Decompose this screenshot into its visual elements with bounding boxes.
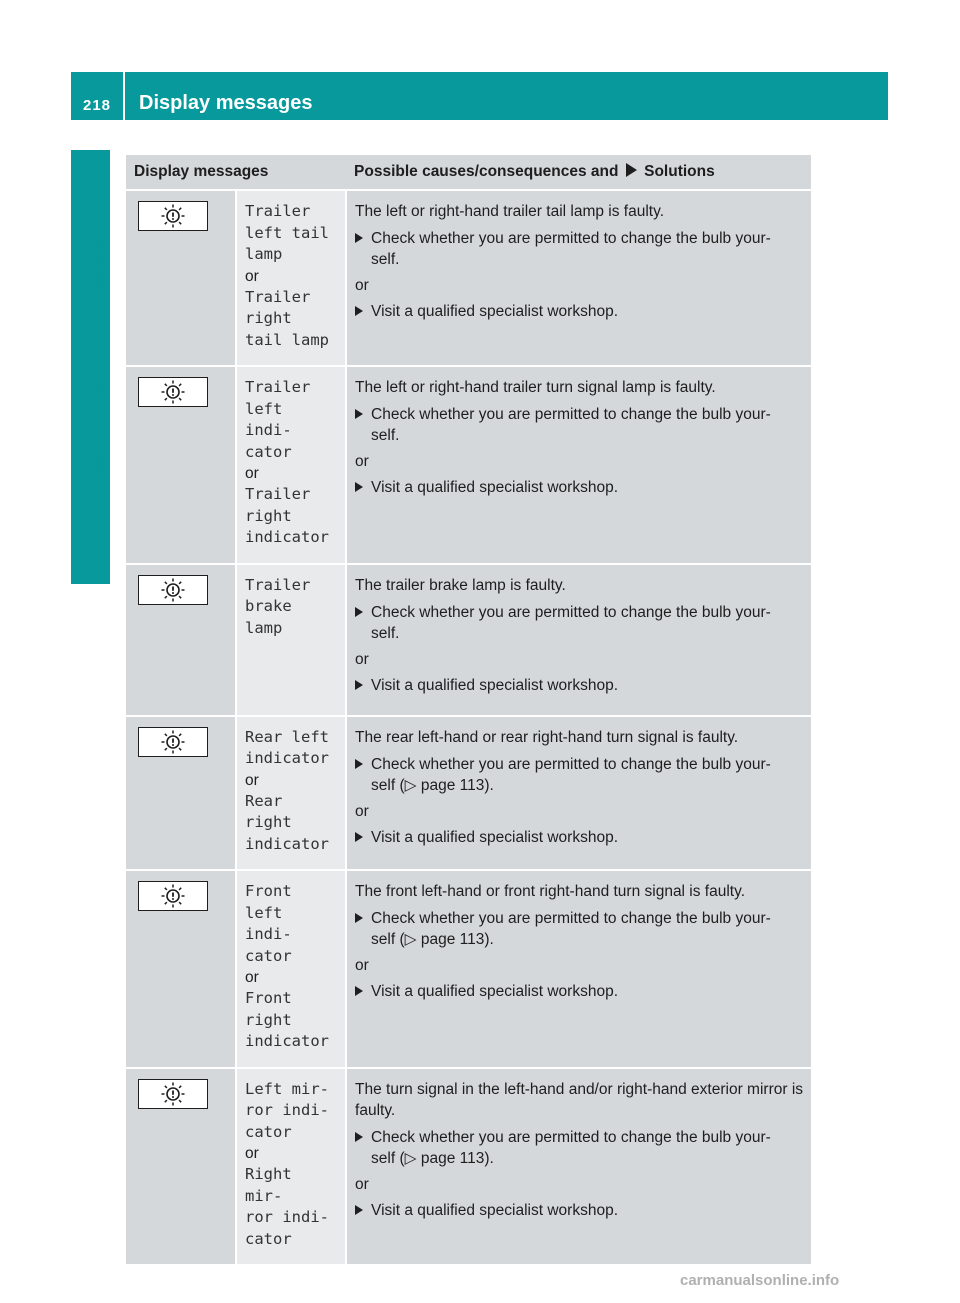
solution-step: [355, 477, 803, 498]
message-line: Trailer: [245, 575, 311, 594]
cause-text: The trailer brake lamp is faulty.: [355, 576, 566, 594]
step-text-continued: self (▷ page 113).: [371, 1149, 494, 1167]
col-header-display-messages: Display messages: [126, 155, 346, 190]
step-text-continued: self (▷ page 113).: [371, 931, 494, 948]
step-text: Check whether you are permitted to change the bulb your-: [371, 406, 771, 423]
message-line: Rear left: [245, 727, 329, 746]
message-line: left indi-: [245, 903, 292, 943]
message-line: right: [245, 309, 292, 327]
message-cell: [236, 190, 346, 366]
solution-step: [355, 602, 803, 644]
table-row: [126, 716, 811, 871]
message-or-text: or: [245, 465, 259, 482]
arrow-right-icon: [355, 607, 363, 617]
bulb-warning-glyph: [160, 577, 186, 603]
step-text-continued: self (▷ page 113).: [371, 776, 494, 794]
icon-cell: [126, 1068, 236, 1266]
or-text: or: [355, 802, 369, 820]
message-line: Trailer: [245, 485, 311, 503]
side-tab-label: On-board computer and displays: [87, 218, 109, 532]
solution-step: [355, 754, 803, 796]
bulb-warning-glyph: [160, 729, 186, 755]
or-text: or: [355, 277, 369, 294]
cause-text: The left or right-hand trailer tail lamp is faulty.: [355, 203, 664, 220]
step-text: Visit a qualified specialist workshop.: [371, 676, 618, 694]
message-line: left indi-: [245, 399, 292, 439]
step-text: Check whether you are permitted to change the bulb your-: [371, 230, 771, 247]
col-header-causes-text: Possible causes/consequences and: [354, 163, 619, 180]
cause-text: The rear left-hand or rear right-hand turn signal is faulty.: [355, 728, 739, 746]
arrow-right-icon: [355, 1205, 363, 1215]
bulb-warning-icon: [138, 881, 208, 911]
message-line: brake lamp: [245, 597, 292, 637]
icon-cell: [126, 564, 236, 716]
message-line: cator: [245, 1229, 292, 1248]
or-text: or: [355, 650, 369, 668]
bulb-warning-glyph: [160, 203, 186, 229]
arrow-right-icon: [355, 306, 363, 316]
bulb-warning-glyph: [160, 883, 186, 909]
page-number: 218: [71, 72, 125, 120]
arrow-right-icon: [355, 409, 363, 419]
solution-step: [355, 675, 803, 696]
message-line: indicator: [245, 834, 329, 853]
message-line: right: [245, 1010, 292, 1029]
table-row: [126, 190, 811, 366]
bulb-warning-icon: [138, 201, 208, 231]
message-line: Left mir-: [245, 1079, 329, 1098]
arrow-right-icon: [626, 163, 637, 177]
message-cell: [236, 870, 346, 1068]
solution-cell: [346, 1068, 811, 1266]
display-messages-table: [126, 155, 811, 1266]
message-line: Front: [245, 882, 292, 900]
arrow-right-icon: [355, 832, 363, 842]
solution-cell: [346, 716, 811, 871]
side-label-wrap: [84, 170, 114, 532]
page-header: [71, 72, 888, 120]
step-text: Visit a qualified specialist workshop.: [371, 479, 618, 496]
message-or-text: or: [245, 1145, 259, 1162]
message-or-text: or: [245, 267, 259, 285]
message-line: Trailer: [245, 202, 311, 220]
arrow-right-icon: [355, 1132, 363, 1142]
message-cell: [236, 366, 346, 564]
solution-step: [355, 908, 803, 950]
step-text-continued: self.: [371, 624, 400, 642]
message-line: indicator: [245, 528, 329, 546]
or-text: or: [355, 453, 369, 470]
message-line: Trailer: [245, 378, 311, 396]
message-line: right: [245, 813, 292, 831]
arrow-right-icon: [355, 233, 363, 243]
or-text: or: [355, 957, 369, 974]
message-line: Front: [245, 989, 292, 1007]
arrow-right-icon: [355, 913, 363, 923]
step-text-continued: self.: [371, 251, 400, 268]
message-line: left tail: [245, 223, 329, 242]
cause-text: The left or right-hand trailer turn signal lamp is faulty.: [355, 379, 716, 396]
arrow-right-icon: [355, 680, 363, 690]
message-line: Rear: [245, 791, 283, 810]
table-row: [126, 1068, 811, 1266]
message-or-text: or: [245, 969, 259, 986]
page-title: Display messages: [139, 92, 313, 114]
message-line: indicator: [245, 749, 329, 767]
table-header-row: [126, 155, 811, 190]
table-row: [126, 564, 811, 716]
icon-cell: [126, 190, 236, 366]
solution-cell: [346, 366, 811, 564]
step-text: Visit a qualified specialist workshop.: [371, 983, 618, 1000]
message-line: Trailer: [245, 287, 311, 306]
bulb-warning-icon: [138, 1079, 208, 1109]
solution-cell: [346, 190, 811, 366]
step-text: Check whether you are permitted to change the bulb your-: [371, 603, 771, 621]
message-line: cator: [245, 1122, 292, 1141]
table-row: [126, 366, 811, 564]
message-line: ror indi-: [245, 1101, 329, 1119]
icon-cell: [126, 870, 236, 1068]
bulb-warning-glyph: [160, 1081, 186, 1107]
message-line: ror indi-: [245, 1208, 329, 1226]
message-line: Right mir-: [245, 1165, 292, 1205]
message-or-text: or: [245, 771, 259, 789]
icon-cell: [126, 366, 236, 564]
bulb-warning-glyph: [160, 379, 186, 405]
solution-step: [355, 228, 803, 270]
step-text: Check whether you are permitted to change the bulb your-: [371, 1128, 771, 1146]
step-text-continued: self.: [371, 427, 400, 444]
solution-step: [355, 827, 803, 848]
step-text: Check whether you are permitted to change the bulb your-: [371, 755, 771, 773]
solution-step: [355, 981, 803, 1002]
cause-text: The front left-hand or front right-hand turn signal is faulty.: [355, 883, 746, 900]
bulb-warning-icon: [138, 727, 208, 757]
or-text: or: [355, 1175, 369, 1193]
cause-text: The turn signal in the left-hand and/or right-hand exterior mirror is faulty.: [355, 1080, 804, 1119]
arrow-right-icon: [355, 986, 363, 996]
col-header-solutions-text: Solutions: [644, 163, 715, 180]
footer-watermark: carmanualsonline.info: [680, 1272, 840, 1289]
message-line: cator: [245, 946, 292, 965]
message-line: tail lamp: [245, 330, 329, 349]
solution-step: [355, 301, 803, 322]
bulb-warning-icon: [138, 575, 208, 605]
arrow-right-icon: [355, 759, 363, 769]
icon-cell: [126, 716, 236, 871]
step-text: Visit a qualified specialist workshop.: [371, 828, 618, 846]
solution-step: [355, 404, 803, 446]
message-cell: [236, 1068, 346, 1266]
message-line: lamp: [245, 245, 283, 263]
message-line: right: [245, 506, 292, 525]
message-cell: [236, 716, 346, 871]
bulb-warning-icon: [138, 377, 208, 407]
step-text: Visit a qualified specialist workshop.: [371, 303, 618, 320]
solution-step: [355, 1200, 803, 1221]
col-header-solutions: [346, 155, 811, 190]
arrow-right-icon: [355, 482, 363, 492]
message-line: indicator: [245, 1032, 329, 1050]
solution-cell: [346, 870, 811, 1068]
step-text: Visit a qualified specialist workshop.: [371, 1201, 618, 1219]
solution-cell: [346, 564, 811, 716]
message-line: cator: [245, 442, 292, 461]
solution-step: [355, 1127, 803, 1169]
step-text: Check whether you are permitted to change the bulb your-: [371, 910, 771, 927]
message-cell: [236, 564, 346, 716]
table-row: [126, 870, 811, 1068]
